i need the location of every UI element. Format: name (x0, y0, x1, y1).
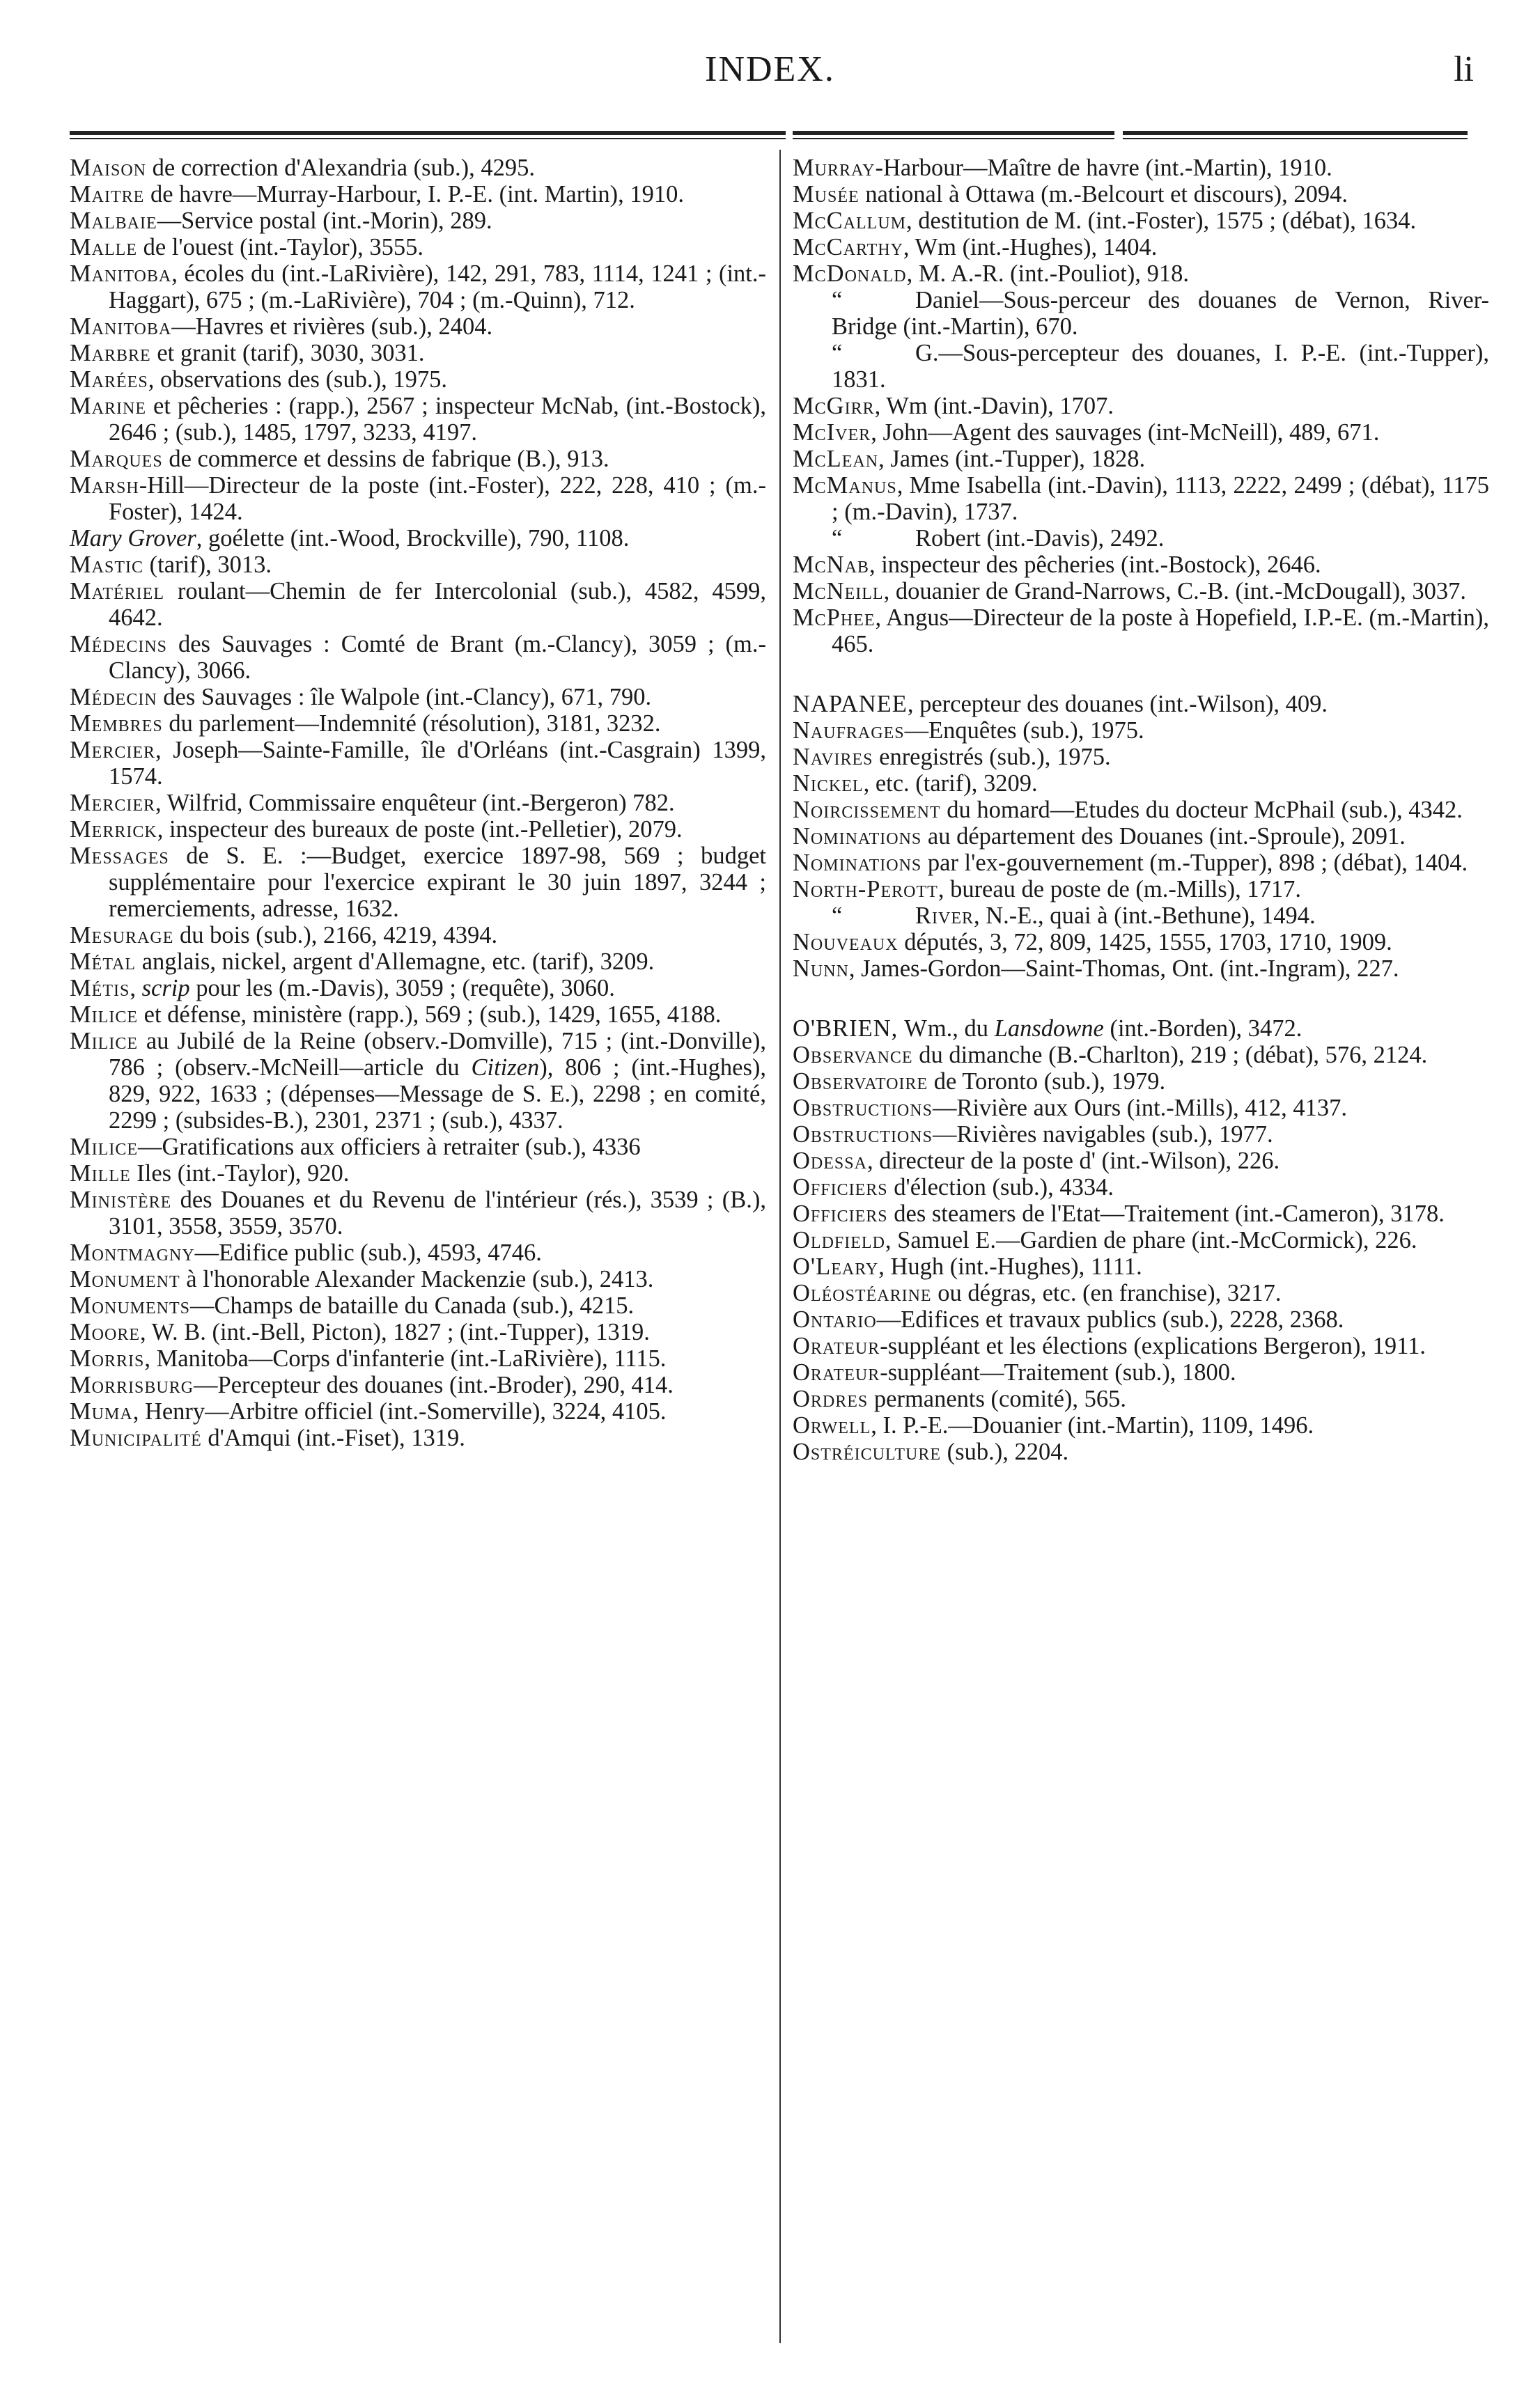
entry-text: au Jubilé de la Reine (observ.-Domville), 715 ; (int.-Donville), 786 ; (observ.-McNeill—article du (109, 1028, 766, 1081)
entry-text: de commerce et dessins de fabrique (B.), 913. (162, 446, 609, 472)
entry-keyword: McManus (793, 472, 897, 499)
index-entry (70, 393, 766, 446)
running-head (0, 49, 1540, 111)
index-entry (793, 1121, 1489, 1148)
entry-keyword: Monument (70, 1266, 180, 1292)
entry-keyword: Noircissement (793, 797, 941, 823)
entry-keyword: Merrick (70, 816, 157, 843)
index-entry (70, 684, 766, 710)
entry-keyword: Métal (70, 948, 137, 975)
entry-keyword: McDonald (793, 260, 907, 287)
entry-keyword: McCallum (793, 208, 907, 234)
ditto-mark: “ (832, 902, 843, 929)
entry-text: du homard—Etudes du docteur McPhail (sub.), 4342. (940, 797, 1463, 823)
entry-text: , Wilfrid, Commissaire enquêteur (int.-Bergeron) 782. (155, 790, 675, 816)
index-entry (70, 260, 766, 313)
entry-text: , (130, 975, 142, 1001)
entry-text: de havre—Murray-Harbour, I. P.-E. (int. Martin), 1910. (144, 181, 685, 208)
entry-text: du parlement—Indemnité (résolution), 3181, 3232. (162, 710, 661, 737)
entry-text: -Hill—Directeur de la poste (int.-Foster), 222, 228, 410 ; (m.-Foster), 1424. (109, 472, 766, 525)
entry-text: , douanier de Grand-Narrows, C.-B. (int.-McDougall), 3037. (883, 578, 1467, 604)
entry-text: , W. B. (int.-Bell, Picton), 1827 ; (int.-Tupper), 1319. (140, 1319, 650, 1345)
entry-keyword: Médecin (70, 684, 157, 710)
index-entry (793, 260, 1489, 287)
index-entry (70, 710, 766, 737)
entry-keyword: Mille (70, 1160, 131, 1187)
entry-text: , goélette (int.-Wood, Brockville), 790, 1108. (196, 525, 630, 552)
index-entry (70, 631, 766, 684)
entry-text: des Sauvages : île Walpole (int.-Clancy), 671, 790. (157, 684, 652, 710)
index-entry (70, 843, 766, 922)
entry-text: , inspecteur des pêcheries (int.-Bostock), 2646. (869, 552, 1321, 578)
page-title: INDEX. (705, 49, 835, 89)
index-entry (793, 717, 1489, 744)
entry-text: , Wm (int.-Hughes), 1404. (903, 234, 1158, 260)
entry-keyword: Marsh (70, 472, 139, 499)
index-entry (793, 691, 1489, 717)
entry-text: , Henry—Arbitre officiel (int.-Somerville), 3224, 4105. (132, 1398, 667, 1425)
index-entry (793, 823, 1489, 850)
index-entry (70, 1160, 766, 1187)
index-entry (793, 1227, 1489, 1253)
entry-keyword: Officiers (793, 1174, 888, 1201)
index-column-right (793, 155, 1489, 1465)
entry-text: d'élection (sub.), 4334. (887, 1174, 1114, 1201)
entry-text: G.—Sous-percepteur des douanes, I. P.-E. (int.-Tupper), 1831. (832, 340, 1489, 393)
entry-keyword: Officiers (793, 1201, 888, 1227)
entry-text: -suppléant—Traitement (sub.), 1800. (880, 1359, 1236, 1386)
entry-keyword: Marées (70, 366, 148, 393)
entry-text: —Edifices et travaux publics (sub.), 2228, 2368. (876, 1306, 1344, 1333)
entry-text: —Champs de bataille du Canada (sub.), 4215. (190, 1292, 635, 1319)
index-entry (70, 155, 766, 181)
index-entry (70, 525, 766, 552)
index-entry (793, 1333, 1489, 1359)
entry-keyword: Orwell (793, 1412, 871, 1439)
entry-text: , N.-E., quai à (int.-Bethune), 1494. (974, 902, 1316, 929)
entry-keyword: North-Perott (793, 876, 938, 902)
header-rule-middle (793, 131, 1114, 141)
entry-text: , destitution de M. (int.-Foster), 1575 ; (débat), 1634. (906, 208, 1417, 234)
index-entry (70, 181, 766, 208)
entry-keyword-caps: O'BRIEN, W (793, 1015, 928, 1042)
entry-text: -Harbour—Maître de havre (int.-Martin), 1910. (875, 155, 1332, 181)
header-rule-left (70, 131, 786, 141)
index-entry (793, 770, 1489, 797)
index-entry (70, 1001, 766, 1028)
entry-text: à l'honorable Alexander Mackenzie (sub.), 2413. (180, 1266, 654, 1292)
index-entry (70, 1372, 766, 1398)
entry-text: des Douanes et du Revenu de l'intérieur (rés.), 3539 ; (B.), 3101, 3558, 3559, 3570. (109, 1187, 766, 1240)
entry-keyword: Monuments (70, 1292, 191, 1319)
entry-keyword: Nouveaux (793, 929, 899, 955)
index-entry (793, 340, 1489, 393)
entry-text: national à Ottawa (m.-Belcourt et discours), 2094. (859, 181, 1348, 208)
entry-keyword: Naufrages (793, 717, 905, 744)
entry-keyword: Maison (70, 155, 147, 181)
index-entry (793, 876, 1489, 902)
index-entry (70, 1028, 766, 1134)
index-entry (793, 155, 1489, 181)
entry-text: (sub.), 2204. (941, 1439, 1069, 1465)
index-entry (793, 578, 1489, 604)
index-entry (793, 393, 1489, 419)
index-entry (70, 1398, 766, 1425)
entry-text: au département des Douanes (int.-Sproule), 2091. (921, 823, 1406, 850)
index-entry (793, 1253, 1489, 1280)
entry-text: , Manitoba—Corps d'infanterie (int.-LaRivière), 1115. (144, 1345, 667, 1372)
entry-text: de Toronto (sub.), 1979. (928, 1068, 1166, 1095)
index-entry (793, 604, 1489, 657)
entry-keyword: Obstructions (793, 1095, 933, 1121)
index-entry (793, 929, 1489, 955)
entry-keyword: Mesurage (70, 922, 174, 948)
index-entry (793, 419, 1489, 446)
index-entry (793, 181, 1489, 208)
entry-text: , Wm (int.-Davin), 1707. (874, 393, 1114, 419)
entry-text: —Havres et rivières (sub.), 2404. (171, 313, 493, 340)
entry-text: ou dégras, etc. (en franchise), 3217. (931, 1280, 1282, 1306)
index-entry (793, 1386, 1489, 1412)
entry-keyword: Mercier (70, 790, 156, 816)
entry-text: de l'ouest (int.-Taylor), 3555. (137, 234, 424, 260)
entry-keyword: McGirr (793, 393, 875, 419)
entry-text: , observations des (sub.), 1975. (148, 366, 447, 393)
entry-keyword: Oléostéarine (793, 1280, 932, 1306)
entry-keyword: Membres (70, 710, 163, 737)
entry-keyword: Matériel (70, 578, 164, 604)
entry-keyword: River (915, 902, 974, 929)
entry-text-tail: (int.-Borden), 3472. (1103, 1015, 1302, 1042)
entry-keyword: Marques (70, 446, 163, 472)
index-entry (70, 816, 766, 843)
entry-keyword: Morris (70, 1345, 145, 1372)
entry-text: —Percepteur des douanes (int.-Broder), 290, 414. (194, 1372, 674, 1398)
entry-keyword: Nominations (793, 823, 922, 850)
entry-text: -suppléant et les élections (explications Bergeron), 1911. (880, 1333, 1426, 1359)
entry-text: , percepteur des douanes (int.-Wilson), 409. (907, 691, 1328, 717)
entry-text: d'Amqui (int.-Fiset), 1319. (201, 1425, 465, 1451)
entry-text: , John—Agent des sauvages (int-McNeill), 489, 671. (871, 419, 1380, 446)
index-entry (793, 902, 1489, 929)
index-entry (70, 208, 766, 234)
index-entry (793, 552, 1489, 578)
index-entry (70, 313, 766, 340)
entry-keyword: Manitoba (70, 313, 172, 340)
entry-keyword: Navires (793, 744, 873, 770)
header-rule-right (1123, 131, 1468, 141)
ditto-mark: “ (832, 340, 843, 366)
entry-keyword: Observance (793, 1042, 913, 1068)
entry-keyword: McIver (793, 419, 871, 446)
index-entry (70, 1266, 766, 1292)
entry-keyword: McPhee (793, 604, 876, 631)
index-entry (70, 1345, 766, 1372)
entry-text: par l'ex-gouvernement (m.-Tupper), 898 ; (débat), 1404. (921, 850, 1468, 876)
entry-keyword: McLean (793, 446, 879, 472)
index-entry (70, 1240, 766, 1266)
entry-keyword: Manitoba (70, 260, 172, 287)
entry-keyword: McCarthy (793, 234, 903, 260)
entry-text: , directeur de la poste d' (int.-Wilson), 226. (866, 1148, 1280, 1174)
index-entry (70, 948, 766, 975)
entry-keyword: Musée (793, 181, 860, 208)
entry-text: enregistrés (sub.), 1975. (873, 744, 1111, 770)
entry-keyword: Morrisburg (70, 1372, 194, 1398)
entry-text: , James-Gordon—Saint-Thomas, Ont. (int.-Ingram), 227. (848, 955, 1399, 982)
entry-text: , James (int.-Tupper), 1828. (878, 446, 1146, 472)
entry-keyword: Municipalité (70, 1425, 202, 1451)
entry-keyword: Messages (70, 843, 169, 869)
entry-text: députés, 3, 72, 809, 1425, 1555, 1703, 1710, 1909. (898, 929, 1392, 955)
entry-text: du bois (sub.), 2166, 4219, 4394. (173, 922, 498, 948)
entry-keyword: O'Leary (793, 1253, 879, 1280)
entry-text: anglais, nickel, argent d'Allemagne, etc. (tarif), 3209. (136, 948, 655, 975)
index-entry (793, 1201, 1489, 1227)
entry-text: m., du (927, 1015, 995, 1042)
index-entry (70, 446, 766, 472)
entry-keyword-italic: Mary Grover (70, 525, 196, 552)
index-entry (70, 340, 766, 366)
entry-text: Iles (int.-Taylor), 920. (130, 1160, 350, 1187)
entry-keyword: Malle (70, 234, 137, 260)
entry-text-tail: ), 806 ; (int.-Hughes), 829, 922, 1633 ; (dépenses—Message de S. E.), 2298 ; en comité, 2299 ; (subsides-B.), 2301, 2371 ; (sub.), 4337. (109, 1054, 766, 1134)
entry-keyword: Ontario (793, 1306, 877, 1333)
entry-text: et granit (tarif), 3030, 3031. (150, 340, 425, 366)
index-entry (70, 578, 766, 631)
index-entry (793, 1068, 1489, 1095)
entry-keyword: McNeill (793, 578, 884, 604)
index-entry (70, 790, 766, 816)
index-entry (70, 737, 766, 790)
entry-text: et pêcheries : (rapp.), 2567 ; inspecteur McNab, (int.-Bostock), 2646 ; (sub.), 1485, 1797, 3233, 4197. (109, 393, 766, 446)
index-entry (70, 975, 766, 1001)
entry-text: , Samuel E.—Gardien de phare (int.-McCormick), 226. (885, 1227, 1417, 1253)
index-entry (793, 1359, 1489, 1386)
index-entry (793, 1015, 1489, 1042)
entry-keyword: Malbaie (70, 208, 157, 234)
entry-text: , I. P.-E.—Douanier (int.-Martin), 1109, 1496. (871, 1412, 1314, 1439)
entry-keyword-caps: NAPANEE (793, 691, 908, 717)
index-entry (793, 1439, 1489, 1465)
entry-keyword: Muma (70, 1398, 133, 1425)
entry-keyword: Nominations (793, 850, 922, 876)
index-entry (70, 1187, 766, 1240)
entry-text: des steamers de l'Etat—Traitement (int.-Cameron), 3178. (887, 1201, 1445, 1227)
entry-keyword: Métis (70, 975, 130, 1001)
index-entry (793, 1280, 1489, 1306)
entry-keyword: Ordres (793, 1386, 869, 1412)
index-entry (70, 366, 766, 393)
index-entry (793, 287, 1489, 340)
entry-keyword: Odessa (793, 1148, 867, 1174)
entry-keyword: Médecins (70, 631, 168, 657)
entry-keyword: Ostréiculture (793, 1439, 942, 1465)
entry-keyword: Observatoire (793, 1068, 928, 1095)
entry-text: Robert (int.-Davis), 2492. (915, 525, 1165, 552)
entry-keyword: Obstructions (793, 1121, 933, 1148)
index-entry (70, 1134, 766, 1160)
entry-text: roulant—Chemin de fer Intercolonial (sub.), 4582, 4599, 4642. (109, 578, 766, 631)
entry-text: , Mme Isabella (int.-Davin), 1113, 2222, 2499 ; (débat), 1175 ; (m.-Davin), 1737. (832, 472, 1489, 525)
entry-italic: Lansdowne (994, 1015, 1104, 1042)
entry-text: , M. A.-R. (int.-Pouliot), 918. (906, 260, 1189, 287)
index-entry (793, 955, 1489, 982)
entry-keyword: Mercier (70, 737, 156, 763)
index-entry (70, 472, 766, 525)
index-entry (70, 1425, 766, 1451)
index-entry (793, 234, 1489, 260)
index-entry (793, 1042, 1489, 1068)
entry-text: et défense, ministère (rapp.), 569 ; (sub.), 1429, 1655, 4188. (138, 1001, 722, 1028)
entry-text: Daniel—Sous-perceur des douanes de Vernon, River-Bridge (int.-Martin), 670. (832, 287, 1489, 340)
index-entry (793, 744, 1489, 770)
entry-keyword: Montmagny (70, 1240, 195, 1266)
entry-text: du dimanche (B.-Charlton), 219 ; (débat), 576, 2124. (912, 1042, 1428, 1068)
index-entry (70, 1319, 766, 1345)
entry-keyword: Oldfield (793, 1227, 885, 1253)
column-divider (779, 150, 781, 2343)
index-entry (793, 797, 1489, 823)
entry-keyword: Murray (793, 155, 876, 181)
entry-keyword: Orateur (793, 1359, 880, 1386)
ditto-mark: “ (832, 525, 843, 552)
entry-italic: Citizen (471, 1054, 540, 1081)
index-entry (793, 1306, 1489, 1333)
index-entry (793, 1174, 1489, 1201)
page-number: li (1454, 49, 1474, 89)
index-entry (793, 1095, 1489, 1121)
entry-text: —Gratifications aux officiers à retraiter (sub.), 4336 (138, 1134, 641, 1160)
entry-keyword: Moore (70, 1319, 141, 1345)
index-entry (70, 234, 766, 260)
index-entry (70, 1292, 766, 1319)
entry-text: —Service postal (int.-Morin), 289. (157, 208, 492, 234)
entry-keyword: Ministère (70, 1187, 172, 1213)
entry-text: (tarif), 3013. (143, 552, 272, 578)
index-entry (793, 446, 1489, 472)
entry-keyword: Milice (70, 1028, 138, 1054)
ditto-mark: “ (832, 287, 843, 313)
entry-text: , bureau de poste de (m.-Mills), 1717. (938, 876, 1302, 902)
entry-keyword: Marine (70, 393, 147, 419)
entry-keyword: Orateur (793, 1333, 880, 1359)
entry-text: , Hugh (int.-Hughes), 1111. (878, 1253, 1142, 1280)
index-entry (793, 472, 1489, 525)
entry-keyword: Milice (70, 1134, 138, 1160)
entry-italic: scrip (141, 975, 190, 1001)
entry-text: de correction d'Alexandria (sub.), 4295. (146, 155, 536, 181)
entry-keyword: Mastic (70, 552, 144, 578)
index-entry (793, 1412, 1489, 1439)
entry-text: , Joseph—Sainte-Famille, île d'Orléans (int.-Casgrain) 1399, 1574. (109, 737, 766, 790)
entry-keyword: Milice (70, 1001, 138, 1028)
entry-text: —Rivière aux Ours (int.-Mills), 412, 4137. (932, 1095, 1348, 1121)
entry-keyword: Marbre (70, 340, 151, 366)
index-entry (793, 525, 1489, 552)
entry-text: , etc. (tarif), 3209. (863, 770, 1038, 797)
entry-text: , Angus—Directeur de la poste à Hopefield, I.P.-E. (m.-Martin), 465. (832, 604, 1489, 657)
entry-keyword: McNab (793, 552, 869, 578)
entry-text: , inspecteur des bureaux de poste (int.-Pelletier), 2079. (157, 816, 683, 843)
entry-keyword: Nickel (793, 770, 864, 797)
entry-text: —Rivières navigables (sub.), 1977. (932, 1121, 1273, 1148)
entry-text: —Enquêtes (sub.), 1975. (904, 717, 1144, 744)
entry-text-tail: pour les (m.-Davis), 3059 ; (requête), 3060. (189, 975, 615, 1001)
index-entry (70, 552, 766, 578)
index-entry (793, 208, 1489, 234)
entry-text: permanents (comité), 565. (868, 1386, 1127, 1412)
entry-keyword: Maitre (70, 181, 145, 208)
entry-text: de S. E. :—Budget, exercice 1897-98, 569 ; budget supplémentaire pour l'exercice expirant le 30 juin 1897, 3244 ; remerciements, adresse, 1632. (109, 843, 766, 922)
entry-keyword: Nunn (793, 955, 849, 982)
index-column-left (70, 155, 766, 1451)
index-entry (70, 922, 766, 948)
index-entry (793, 850, 1489, 876)
entry-text: , écoles du (int.-LaRivière), 142, 291, 783, 1114, 1241 ; (int.-Haggart), 675 ; (m.-LaRivière), 704 ; (m.-Quinn), 712. (109, 260, 766, 313)
entry-text: des Sauvages : Comté de Brant (m.-Clancy), 3059 ; (m.-Clancy), 3066. (109, 631, 766, 684)
entry-text: —Edifice public (sub.), 4593, 4746. (194, 1240, 542, 1266)
index-entry (793, 1148, 1489, 1174)
